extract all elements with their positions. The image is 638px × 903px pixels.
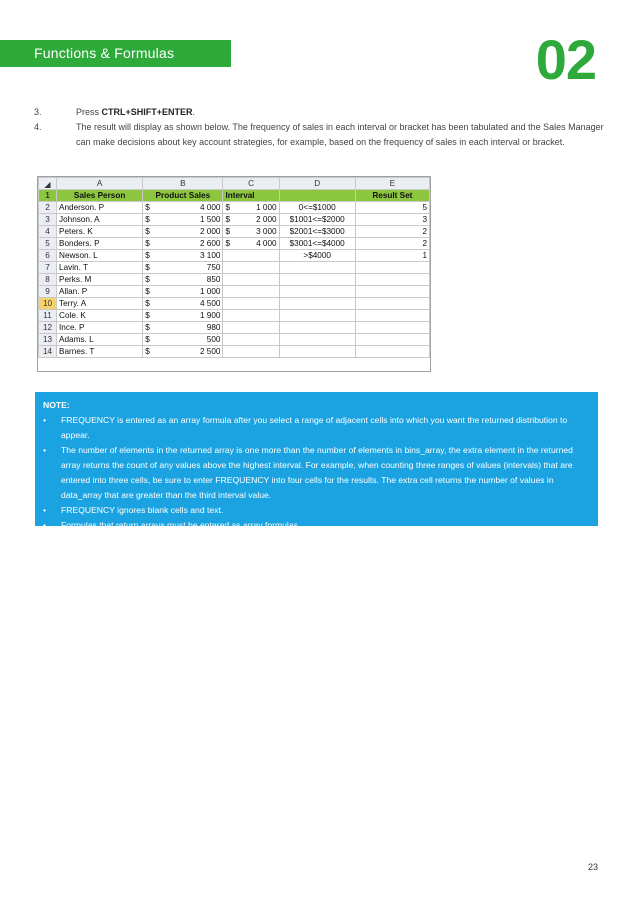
row-number: 1 xyxy=(39,190,57,202)
product-sales-cell xyxy=(143,274,223,286)
note-item xyxy=(43,518,590,533)
table-row xyxy=(39,310,430,322)
bracket-label-cell xyxy=(279,274,355,286)
result-cell xyxy=(355,262,429,274)
column-header: B xyxy=(143,178,223,190)
note-text: FREQUENCY is entered as an array formula after you select a range of adjacent cells into which you want the returned distribution to appear. xyxy=(61,415,568,440)
currency-symbol: $ xyxy=(225,215,231,224)
currency-symbol: $ xyxy=(145,263,150,272)
product-sales-cell xyxy=(143,286,223,298)
chapter-number: 02 xyxy=(535,28,596,91)
currency-symbol: $ xyxy=(145,275,150,284)
table-row xyxy=(39,226,430,238)
note-box xyxy=(35,392,598,530)
bracket-label-cell xyxy=(279,298,355,310)
result-cell xyxy=(355,286,429,298)
product-sales-cell xyxy=(143,310,223,322)
product-sales-cell xyxy=(143,202,223,214)
step-number: 3. xyxy=(34,107,42,117)
row-number: 14 xyxy=(39,346,57,358)
bracket-label-cell: $2001<=$3000 xyxy=(279,226,355,238)
bracket-label-cell xyxy=(279,286,355,298)
result-cell xyxy=(355,334,429,346)
interval-cell xyxy=(223,310,279,322)
note-item xyxy=(43,503,590,518)
table-row xyxy=(39,262,430,274)
step-suffix: . xyxy=(192,107,196,117)
result-cell: 1 xyxy=(355,250,429,262)
note-item xyxy=(43,413,590,443)
step-text: The result will display as shown below. The frequency of sales in each interval or bracket has been tabulated and the Sales Manager can make decisions about key account strategies, for example, based on the frequency of sales in each interval or bracket. xyxy=(76,122,604,147)
amount: 1 000 xyxy=(199,287,221,296)
product-sales-cell xyxy=(143,298,223,310)
table-row xyxy=(39,250,430,262)
sales-person-cell: Cole. K xyxy=(57,310,143,322)
sales-person-cell: Newson. L xyxy=(57,250,143,262)
row-number: 6 xyxy=(39,250,57,262)
row-number: 12 xyxy=(39,322,57,334)
bracket-label-cell xyxy=(279,334,355,346)
row-number: 3 xyxy=(39,214,57,226)
interval-cell xyxy=(223,334,279,346)
table-header-row xyxy=(39,190,430,202)
sales-person-cell: Bonders. P xyxy=(57,238,143,250)
amount: 1 000 xyxy=(256,203,277,212)
currency-symbol: $ xyxy=(145,323,150,332)
product-sales-cell xyxy=(143,238,223,250)
currency-symbol: $ xyxy=(145,299,150,308)
row-number: 10 xyxy=(39,298,57,310)
result-cell xyxy=(355,322,429,334)
currency-symbol: $ xyxy=(145,251,150,260)
bracket-label-cell: >$4000 xyxy=(279,250,355,262)
amount: 4 500 xyxy=(199,299,221,308)
product-sales-cell xyxy=(143,322,223,334)
interval-cell xyxy=(223,322,279,334)
sales-person-cell: Johnson. A xyxy=(57,214,143,226)
note-text: FREQUENCY ignores blank cells and text. xyxy=(61,505,224,515)
section-title: Functions & Formulas xyxy=(34,45,175,61)
table-row xyxy=(39,214,430,226)
table-row xyxy=(39,238,430,250)
row-number: 13 xyxy=(39,334,57,346)
product-sales-cell xyxy=(143,334,223,346)
sales-person-cell: Anderson. P xyxy=(57,202,143,214)
table-row xyxy=(39,334,430,346)
bracket-label-cell xyxy=(279,346,355,358)
interval-cell xyxy=(223,286,279,298)
sales-person-cell: Barnes. T xyxy=(57,346,143,358)
column-header: A xyxy=(57,178,143,190)
note-title: NOTE: xyxy=(43,400,70,410)
currency-symbol: $ xyxy=(145,311,150,320)
sales-person-cell: Perks. M xyxy=(57,274,143,286)
currency-symbol: $ xyxy=(145,203,150,212)
amount: 2 500 xyxy=(199,347,221,356)
amount: 2 000 xyxy=(199,227,221,236)
currency-symbol: $ xyxy=(145,335,150,344)
amount: 750 xyxy=(206,263,221,272)
amount: 3 100 xyxy=(199,251,221,260)
row-number: 9 xyxy=(39,286,57,298)
table-row xyxy=(39,298,430,310)
header-cell: Interval xyxy=(223,190,279,202)
result-cell: 2 xyxy=(355,226,429,238)
currency-symbol: $ xyxy=(225,227,231,236)
currency-symbol: $ xyxy=(225,203,231,212)
table-row xyxy=(39,202,430,214)
currency-symbol: $ xyxy=(145,215,150,224)
amount: 500 xyxy=(206,335,221,344)
interval-cell xyxy=(223,214,279,226)
amount: 850 xyxy=(206,275,221,284)
steps-list xyxy=(34,105,604,150)
spreadsheet-table xyxy=(38,177,430,358)
row-number: 8 xyxy=(39,274,57,286)
interval-cell xyxy=(223,298,279,310)
amount: 980 xyxy=(206,323,221,332)
header-cell xyxy=(279,190,355,202)
currency-symbol: $ xyxy=(145,227,150,236)
amount: 3 000 xyxy=(256,227,277,236)
bracket-label-cell xyxy=(279,310,355,322)
note-text: The number of elements in the returned array is one more than the number of elements in bins_array, the extra element in the returned array returns the count of any values above the highest interval. For example, when counting three ranges of values (intervals) that are entered into three cells, be sure to enter FREQUENCY into four cells for the results. The extra cell returns the number of values in data_array that are greater than the third interval value. xyxy=(61,445,573,500)
sales-person-cell: Allan. P xyxy=(57,286,143,298)
bullet: • xyxy=(43,415,47,425)
bracket-label-cell xyxy=(279,322,355,334)
bullet: • xyxy=(43,505,47,515)
bracket-label-cell: $1001<=$2000 xyxy=(279,214,355,226)
row-number: 7 xyxy=(39,262,57,274)
result-cell: 2 xyxy=(355,238,429,250)
page-number: 23 xyxy=(587,862,598,872)
interval-cell xyxy=(223,274,279,286)
column-header: D xyxy=(279,178,355,190)
product-sales-cell xyxy=(143,250,223,262)
interval-cell xyxy=(223,238,279,250)
amount: 2 600 xyxy=(199,239,221,248)
bullet: • xyxy=(43,520,47,530)
step-number: 4. xyxy=(34,122,42,132)
product-sales-cell xyxy=(143,214,223,226)
note-text: Formulas that return arrays must be entered as array formulas. xyxy=(61,520,301,530)
bracket-label-cell: 0<=$1000 xyxy=(279,202,355,214)
result-cell: 3 xyxy=(355,214,429,226)
step-3 xyxy=(34,105,604,120)
sales-person-cell: Peters. K xyxy=(57,226,143,238)
interval-cell xyxy=(223,202,279,214)
column-header-row xyxy=(39,178,430,190)
amount: 1 900 xyxy=(199,311,221,320)
select-all-corner: ◢ xyxy=(39,178,57,190)
bracket-label-cell xyxy=(279,262,355,274)
currency-symbol: $ xyxy=(145,347,150,356)
product-sales-cell xyxy=(143,262,223,274)
table-row xyxy=(39,286,430,298)
key-combo: CTRL+SHIFT+ENTER xyxy=(101,107,193,117)
interval-cell xyxy=(223,346,279,358)
result-cell: 5 xyxy=(355,202,429,214)
amount: 4 000 xyxy=(199,203,221,212)
header-cell: Result Set xyxy=(355,190,429,202)
header-cell: Sales Person xyxy=(57,190,143,202)
product-sales-cell xyxy=(143,226,223,238)
interval-cell xyxy=(223,226,279,238)
note-list xyxy=(43,413,590,533)
sales-person-cell: Lavin. T xyxy=(57,262,143,274)
sales-person-cell: Adams. L xyxy=(57,334,143,346)
sales-person-cell: Terry. A xyxy=(57,298,143,310)
spreadsheet-screenshot xyxy=(37,176,431,372)
note-item xyxy=(43,443,590,503)
column-header: E xyxy=(355,178,429,190)
result-cell xyxy=(355,310,429,322)
row-number: 11 xyxy=(39,310,57,322)
amount: 1 500 xyxy=(199,215,221,224)
result-cell xyxy=(355,274,429,286)
bracket-label-cell: $3001<=$4000 xyxy=(279,238,355,250)
bullet: • xyxy=(43,445,47,455)
product-sales-cell xyxy=(143,346,223,358)
table-row xyxy=(39,346,430,358)
result-cell xyxy=(355,346,429,358)
interval-cell xyxy=(223,250,279,262)
currency-symbol: $ xyxy=(145,239,150,248)
header-cell: Product Sales xyxy=(143,190,223,202)
table-row xyxy=(39,274,430,286)
row-number: 5 xyxy=(39,238,57,250)
column-header: C xyxy=(223,178,279,190)
step-4 xyxy=(34,120,604,150)
interval-cell xyxy=(223,262,279,274)
step-prefix: Press xyxy=(76,107,102,117)
result-cell xyxy=(355,298,429,310)
table-row xyxy=(39,322,430,334)
amount: 4 000 xyxy=(256,239,277,248)
section-title-bar xyxy=(0,40,231,67)
currency-symbol: $ xyxy=(225,239,231,248)
sales-person-cell: Ince. P xyxy=(57,322,143,334)
row-number: 2 xyxy=(39,202,57,214)
amount: 2 000 xyxy=(256,215,277,224)
currency-symbol: $ xyxy=(145,287,150,296)
row-number: 4 xyxy=(39,226,57,238)
